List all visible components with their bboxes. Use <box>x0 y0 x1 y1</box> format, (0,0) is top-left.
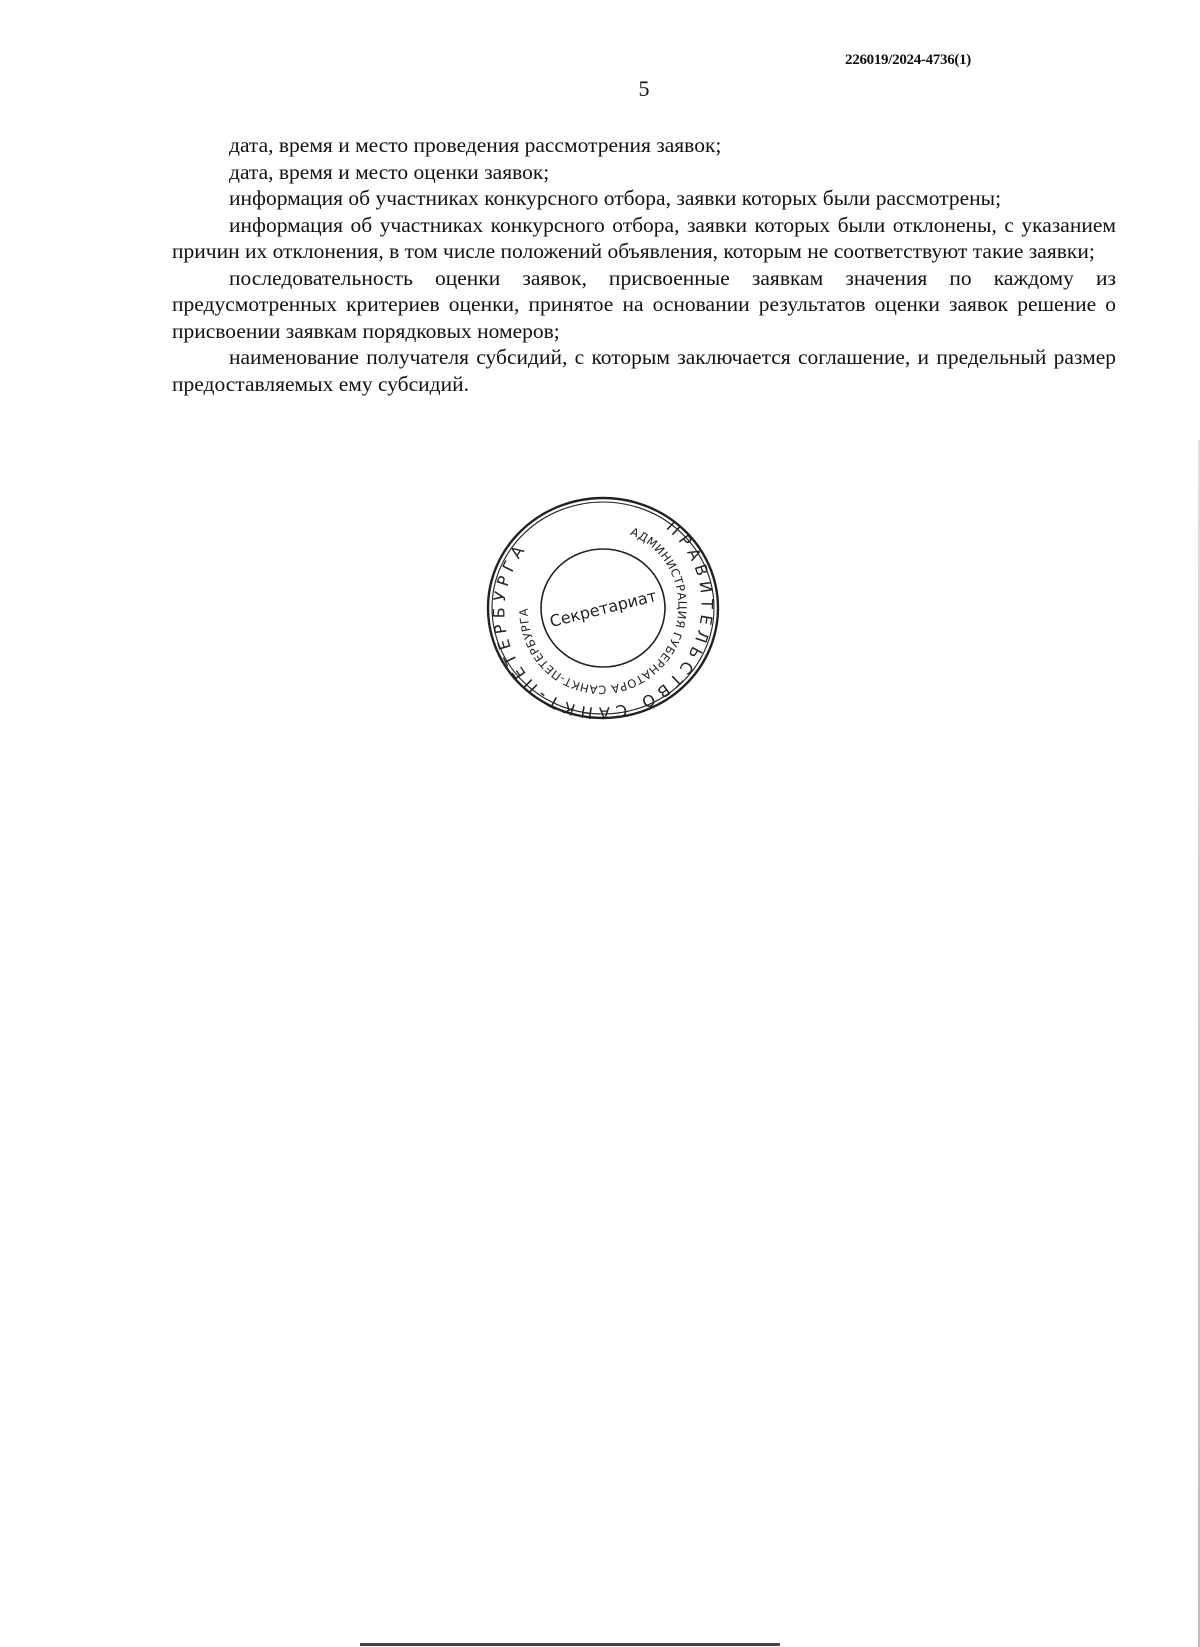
scan-artifact-line <box>360 1643 780 1646</box>
official-seal-stamp <box>486 496 720 720</box>
document-number: 226019/2024-4736(1) <box>845 52 971 68</box>
stamp-inner-text: АДМИНИСТРАЦИЯ ГУБЕРНАТОРА САНКТ-ПЕТЕРБУРГА <box>516 524 690 697</box>
paragraph-review-date: дата, время и место проведения рассмотрения заявок; <box>229 133 722 157</box>
paragraph-reviewed-participants: информация об участниках конкурсного отбора, заявки которых были рассмотрены; <box>229 186 1002 210</box>
paragraph-evaluation-sequence: последовательность оценки заявок, присвоенные заявкам значения по каждому из предусмотренных критериев оценки, принятое на основании результатов оценки заявок решение о присвоении заявкам порядковых номеров; <box>172 265 1116 343</box>
stamp-center-text: Секретариат <box>547 586 659 631</box>
paragraph-evaluation-date: дата, время и место оценки заявок; <box>229 159 550 184</box>
seal-icon <box>486 496 720 720</box>
stamp-outer-text: ПРАВИТЕЛЬСТВО САНКТ-ПЕТЕРБУРГА <box>489 517 717 720</box>
page-number: 5 <box>638 76 650 101</box>
paragraph-rejected-participants: информация об участниках конкурсного отбора, заявки которых были отклонены, с указанием причин их отклонения, в том числе положений объявления, которым не соответствуют такие заявки; <box>172 212 1116 263</box>
document-body <box>172 132 1116 397</box>
paragraph-subsidy-recipient: наименование получателя субсидий, с которым заключается соглашение, и предельный размер предоставляемых ему субсидий. <box>172 345 1116 396</box>
